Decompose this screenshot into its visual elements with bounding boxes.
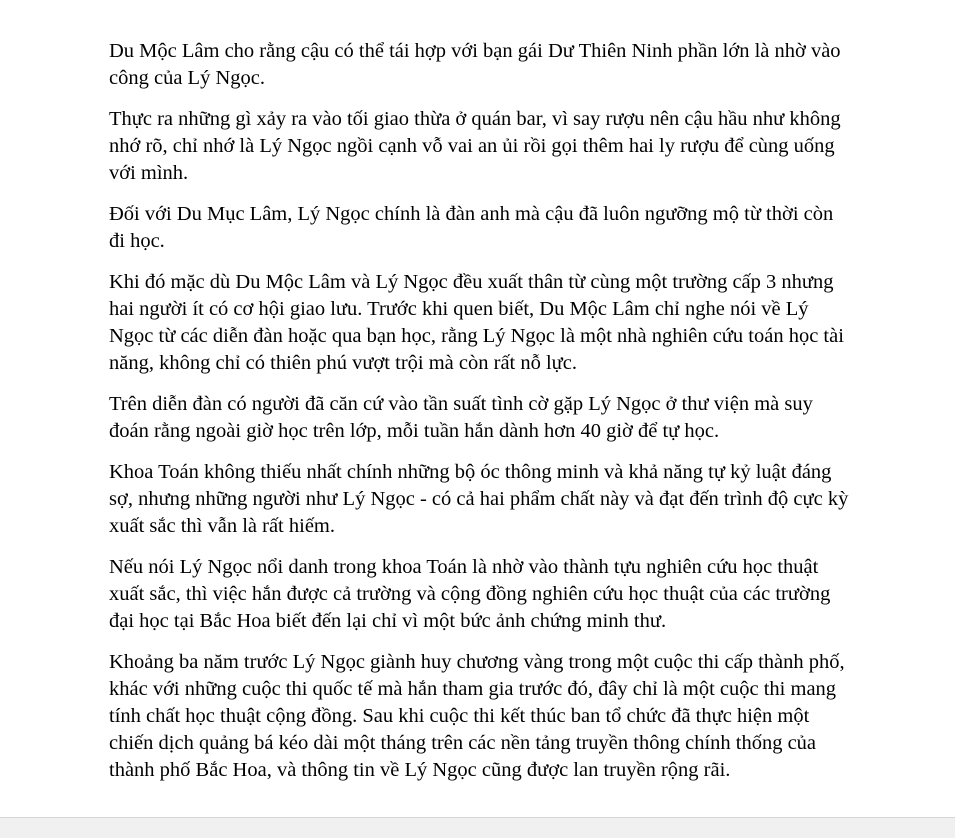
bottom-gray-bar [0,817,955,838]
paragraph-2: Thực ra những gì xảy ra vào tối giao thừa ở quán bar, vì say rượu nên cậu hầu như không nhớ rõ, chỉ nhớ là Lý Ngọc ngồi cạnh vỗ vai an ủi rồi gọi thêm hai ly rượu để cùng uống với mình. [109,108,841,184]
paragraph-1: Du Mộc Lâm cho rằng cậu có thể tái hợp với bạn gái Dư Thiên Ninh phần lớn là nhờ vào công của Lý Ngọc. [109,40,841,89]
paragraph-5: Trên diễn đàn có người đã căn cứ vào tần suất tình cờ gặp Lý Ngọc ở thư viện mà suy đoán rằng ngoài giờ học trên lớp, mỗi tuần hắn dành hơn 40 giờ để tự học. [109,393,813,442]
paragraph-4: Khi đó mặc dù Du Mộc Lâm và Lý Ngọc đều xuất thân từ cùng một trường cấp 3 nhưng hai người ít có cơ hội giao lưu. Trước khi quen biết, Du Mộc Lâm chỉ nghe nói về Lý Ngọc từ các diễn đàn hoặc qua bạn học, rằng Lý Ngọc là một nhà nghiên cứu toán học tài năng, không chỉ có thiên phú vượt trội mà còn rất nỗ lực. [109,271,844,374]
paragraph-3: Đối với Du Mục Lâm, Lý Ngọc chính là đàn anh mà cậu đã luôn ngưỡng mộ từ thời còn đi học. [109,203,834,252]
paragraph-7: Nếu nói Lý Ngọc nổi danh trong khoa Toán là nhờ vào thành tựu nghiên cứu học thuật xuất sắc, thì việc hắn được cả trường và cộng đồng nghiên cứu học thuật của các trường đại học tại Bắc Hoa biết đến lại chỉ vì một bức ảnh chứng minh thư. [109,556,831,632]
paragraph-6: Khoa Toán không thiếu nhất chính những bộ óc thông minh và khả năng tự kỷ luật đáng sợ, nhưng những người như Lý Ngọc - có cả hai phẩm chất này và đạt đến trình độ cực kỳ xuất sắc thì vẫn là rất hiếm. [109,461,849,537]
document-body [109,38,854,798]
paragraph-8: Khoảng ba năm trước Lý Ngọc giành huy chương vàng trong một cuộc thi cấp thành phố, khác với những cuộc thi quốc tế mà hắn tham gia trước đó, đây chỉ là một cuộc thi mang tính chất học thuật cộng đồng. Sau khi cuộc thi kết thúc ban tổ chức đã thực hiện một chiến dịch quảng bá kéo dài một tháng trên các nền tảng truyền thông chính thống của thành phố Bắc Hoa, và thông tin về Lý Ngọc cũng được lan truyền rộng rãi. [109,651,845,781]
